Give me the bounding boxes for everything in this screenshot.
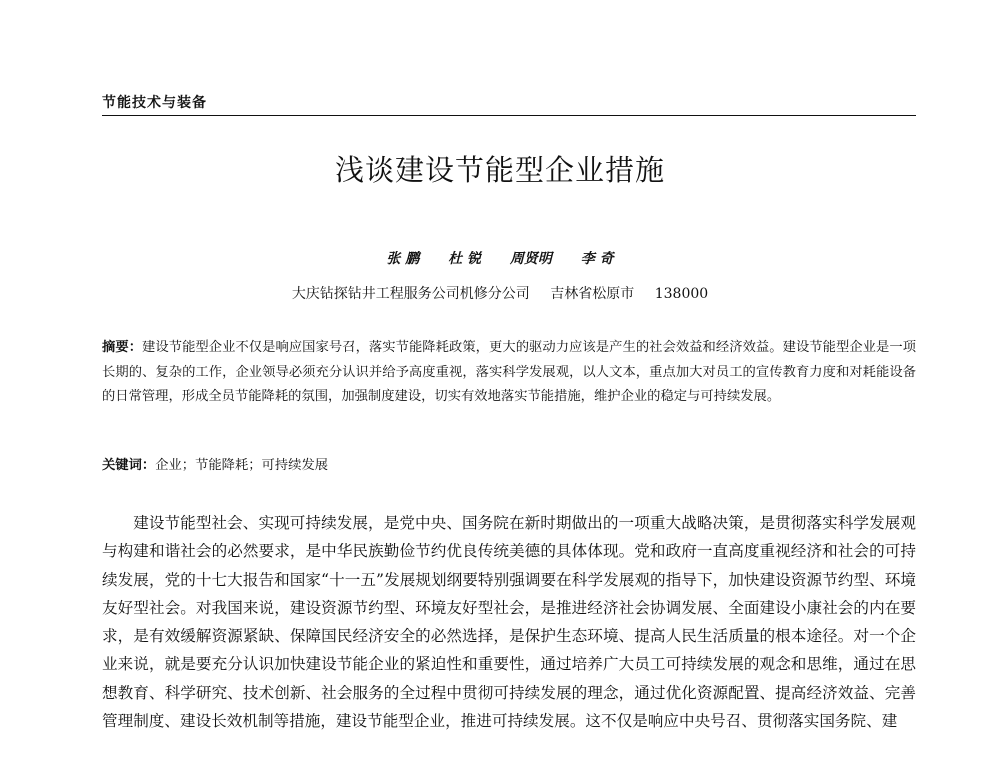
affiliation-organization: 大庆钻探钻井工程服务公司机修分公司	[291, 286, 530, 302]
author-name: 张 鹏	[386, 251, 420, 267]
author-name: 杜 锐	[448, 251, 481, 267]
keywords	[102, 454, 916, 473]
affiliation-postcode: 138000	[654, 286, 709, 302]
keywords-label: 关键词：	[102, 458, 156, 473]
keywords-text: 企业；节能降耗；可持续发展	[155, 458, 329, 473]
abstract	[102, 336, 916, 410]
article-title: 浅谈建设节能型企业措施	[334, 153, 665, 187]
body-paragraph: 建设节能型社会、实现可持续发展，是党中央、国务院在新时期做出的一项重大战略决策，是贯彻落实科学发展观与构建和谐社会的必然要求，是中华民族勤俭节约优良传统美德的具体体现。党和政府一直高度重视经济和社会的可持续发展，党的十七大报告和国家“十一五”发展规划纲要特别强调要在科学发展观的指导下，加快建设资源节约型、环境友好型社会。对我国来说，建设资源节约型、环境友好型社会，是推进经济社会协调发展、全面建设小康社会的内在要求，是有效缓解资源紧缺、保障国民经济安全的必然选择，是保护生态环境、提高人民生活质量的根本途径。对一个企业来说，就是要充分认识加快建设节能企业的紧迫性和重要性，通过培养广大员工可持续发展的观念和思维，通过在思想教育、科学研究、技术创新、社会服务的全过程中贯彻可持续发展的理念，通过优化资源配置、提高经济效益、完善管理制度、建设长效机制等措施，建设节能型企业，推进可持续发展。这不仅是响应中央号召、贯彻落实国务院、建	[102, 514, 916, 731]
header-rule	[102, 115, 916, 116]
abstract-label: 摘要：	[102, 340, 143, 355]
affiliation-location: 吉林省松原市	[550, 286, 635, 302]
abstract-text: 建设节能型企业不仅是响应国家号召，落实节能降耗政策，更大的驱动力应该是产生的社会效益和经济效益。建设节能型企业是一项长期的、复杂的工作，企业领导必须充分认识并给予高度重视，落实科学发展观，以人文本，重点加大对员工的宣传教育力度和对耗能设备的日常管理，形成全员节能降耗的氛围，加强制度建设，切实有效地落实节能措施，维护企业的稳定与可持续发展。	[102, 340, 917, 404]
author-list	[0, 248, 1000, 268]
section-header-label: 节能技术与装备	[102, 95, 207, 111]
author-name: 李 奇	[580, 251, 614, 267]
affiliation	[0, 283, 1000, 303]
author-name: 周贤明	[509, 251, 552, 267]
